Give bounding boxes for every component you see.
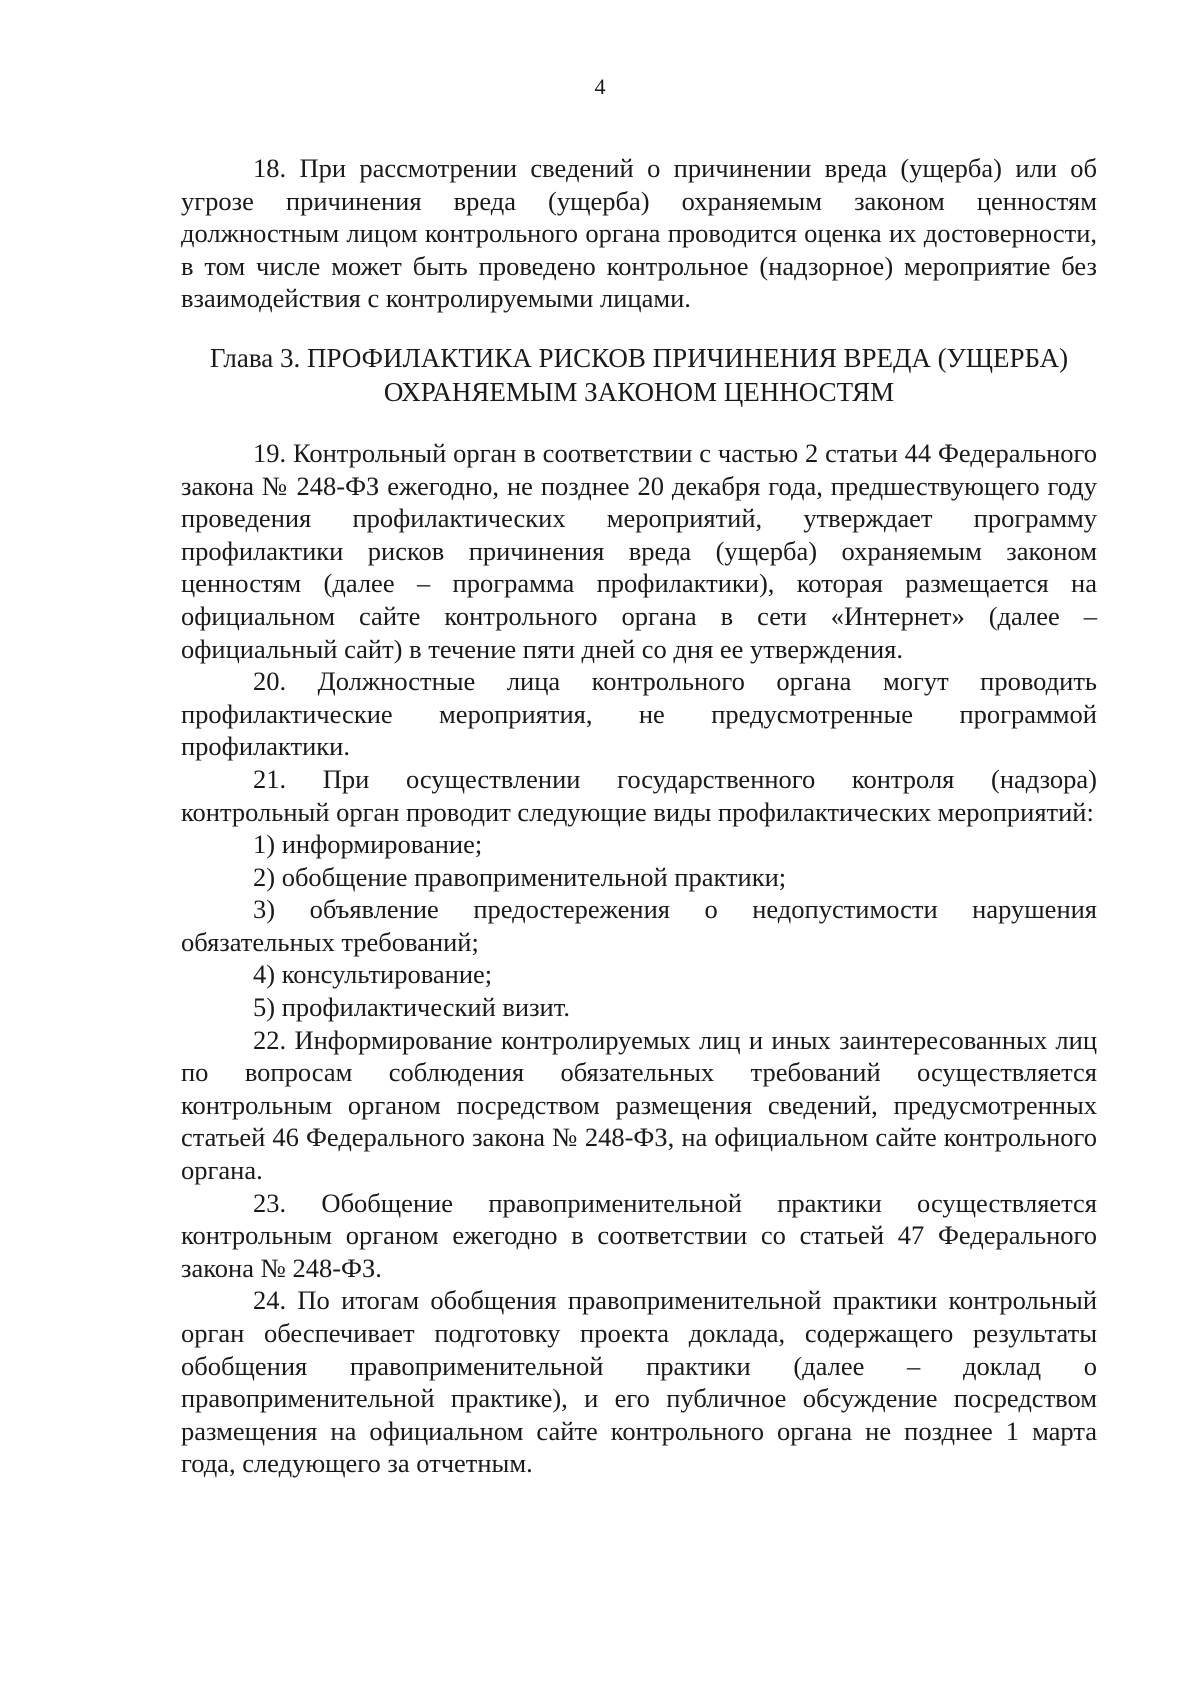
list-item-2: 2) обобщение правоприменительной практики; xyxy=(253,861,787,892)
paragraph-24: 24. По итогам обобщения правоприменительной практики контрольный орган обеспечивает подготовку проекта доклада, содержащего результаты обобщения правоприменительной практики (далее – доклад о правоприменительной практике), и его публичное обсуждение посредством размещения на официальном сайте контрольного органа не позднее 1 марта года, следующего за отчетным. xyxy=(181,1285,1097,1479)
paragraph-22: 22. Информирование контролируемых лиц и иных заинтересованных лиц по вопросам соблюдения обязательных требований осуществляется контрольным органом посредством размещения сведений, предусмотренных статьей 46 Федерального закона № 248-ФЗ, на официальном сайте контрольного органа. xyxy=(181,1024,1097,1186)
list-item-5: 5) профилактический визит. xyxy=(253,992,570,1023)
paragraph-18: 18. При рассмотрении сведений о причинении вреда (ущерба) или об угрозе причинения вреда (ущерба) охраняемым законом ценностям должностным лицом контрольного органа проводится оценка их достоверности, в том числе может быть проведено контрольное (надзорное) мероприятие без взаимодействия с контролируемыми лицами. xyxy=(181,153,1097,314)
list-item-4: 4) консультирование; xyxy=(253,959,493,990)
paragraph-21: 21. При осуществлении государственного контроля (надзора) контрольный орган проводит следующие виды профилактических мероприятий: xyxy=(181,763,1097,827)
paragraph-20: 20. Должностные лица контрольного органа могут проводить профилактические мероприятия, не предусмотренные программой профилактики. xyxy=(181,666,1097,762)
chapter-title-line-2: ОХРАНЯЕМЫМ ЗАКОНОМ ЦЕННОСТЯМ xyxy=(383,376,895,407)
chapter-title-line-1: Глава 3. ПРОФИЛАКТИКА РИСКОВ ПРИЧИНЕНИЯ ВРЕДА (УЩЕРБА) xyxy=(209,342,1069,373)
list-item-3: 3) объявление предостережения о недопустимости нарушения обязательных требований; xyxy=(181,894,1097,957)
list-item-1: 1) информирование; xyxy=(253,829,483,860)
paragraph-19: 19. Контрольный орган в соответствии с частью 2 статьи 44 Федерального закона № 248-ФЗ ежегодно, не позднее 20 декабря года, предшествующего году проведения профилактических мероприятий, утверждает программу профилактики рисков причинения вреда (ущерба) охраняемым законом ценностям (далее – программа профилактики), которая размещается на официальном сайте контрольного органа в сети «Интернет» (далее – официальный сайт) в течение пяти дней со дня ее утверждения. xyxy=(181,437,1097,664)
document-body xyxy=(181,152,1097,1480)
page-number: 4 xyxy=(594,74,606,99)
chapter-title xyxy=(181,341,1097,409)
paragraph-23: 23. Обобщение правоприменительной практики осуществляется контрольным органом ежегодно в соответствии со статьей 47 Федерального закона № 248-ФЗ. xyxy=(181,1187,1097,1283)
